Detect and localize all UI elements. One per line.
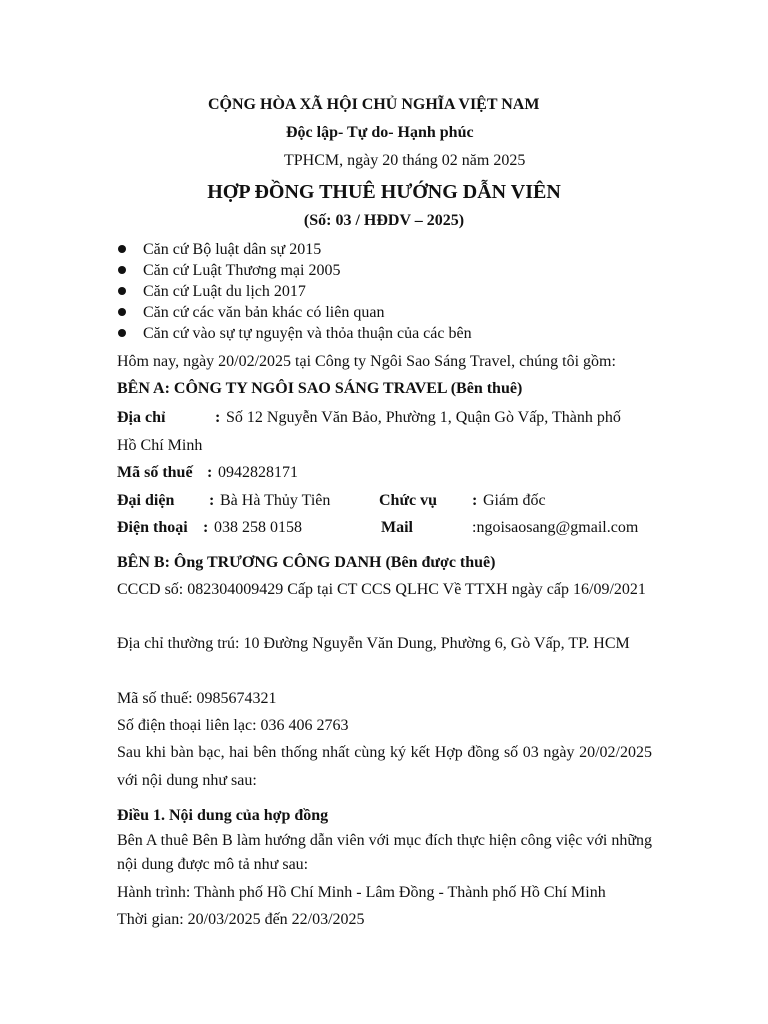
list-item: Căn cứ các văn bản khác có liên quan [143,304,385,321]
party-b-heading: BÊN B: Ông TRƯƠNG CÔNG DANH (Bên được thuê) [117,554,496,571]
party-b-id-card: CCCD số: 082304009429 Cấp tại CT CCS QLHC Về TTXH ngày cấp 16/09/2021 [117,581,646,598]
tax-label: Mã số thuế [117,464,193,481]
contract-title: HỢP ĐỒNG THUÊ HƯỚNG DẪN VIÊN [207,181,561,203]
phone-label: Điện thoại [117,519,188,536]
position-colon: : [472,492,478,509]
address-value-cont: Hồ Chí Minh [117,437,203,454]
agreement-text: Sau khi bàn bạc, hai bên thống nhất cùng ký kết Hợp đồng số 03 ngày 20/02/2025 với nội dung như sau: [117,744,652,789]
bullet-icon [118,287,126,295]
list-item: Căn cứ Luật du lịch 2017 [143,283,306,300]
address-label: Địa chỉ [117,409,166,426]
representative-label: Đại diện [117,492,175,509]
article-1-route: Hành trình: Thành phố Hồ Chí Minh - Lâm Đồng - Thành phố Hồ Chí Minh [117,884,606,901]
list-item: Căn cứ Luật Thương mại 2005 [143,262,341,279]
list-item: Căn cứ vào sự tự nguyện và thỏa thuận của các bên [143,325,472,342]
representative-value: Bà Hà Thủy Tiên [220,492,331,509]
position-label: Chức vụ [379,492,438,509]
mail-label: Mail [381,519,413,536]
place-date: TPHCM, ngày 20 tháng 02 năm 2025 [284,152,526,169]
list-item: Căn cứ Bộ luật dân sự 2015 [143,241,322,258]
article-1-text: Bên A thuê Bên B làm hướng dẫn viên với mục đích thực hiện công việc với những nội dung được mô tả như sau: [117,832,652,873]
article-1-heading: Điều 1. Nội dung của hợp đồng [117,807,329,824]
intro-text: Hôm nay, ngày 20/02/2025 tại Công ty Ngôi Sao Sáng Travel, chúng tôi gồm: [117,353,616,370]
bullet-icon [118,266,126,274]
phone-value: 038 258 0158 [214,519,302,536]
bullet-icon [118,245,126,253]
contract-number: (Số: 03 / HĐDV – 2025) [303,212,465,229]
bullet-icon [118,308,126,316]
position-value: Giám đốc [483,492,546,509]
mail-value: :ngoisaosang@gmail.com [472,519,639,536]
party-b-phone: Số điện thoại liên lạc: 036 406 2763 [117,717,349,734]
article-1-time: Thời gian: 20/03/2025 đến 22/03/2025 [117,911,365,928]
address-value: Số 12 Nguyễn Văn Bảo, Phường 1, Quận Gò Vấp, Thành phố [226,409,621,426]
tax-value: 0942828171 [218,464,298,481]
phone-colon: : [203,519,209,536]
bullet-icon [118,329,126,337]
address-colon: : [215,409,221,426]
party-b-tax: Mã số thuế: 0985674321 [117,690,277,707]
party-a-heading: BÊN A: CÔNG TY NGÔI SAO SÁNG TRAVEL (Bên thuê) [117,380,523,397]
tax-colon: : [207,464,213,481]
representative-colon: : [209,492,215,509]
national-motto: Độc lập- Tự do- Hạnh phúc [286,124,474,141]
party-b-residence: Địa chỉ thường trú: 10 Đường Nguyễn Văn Dung, Phường 6, Gò Vấp, TP. HCM [117,635,630,652]
country-heading: CỘNG HÒA XÃ HỘI CHỦ NGHĨA VIỆT NAM [208,96,540,113]
